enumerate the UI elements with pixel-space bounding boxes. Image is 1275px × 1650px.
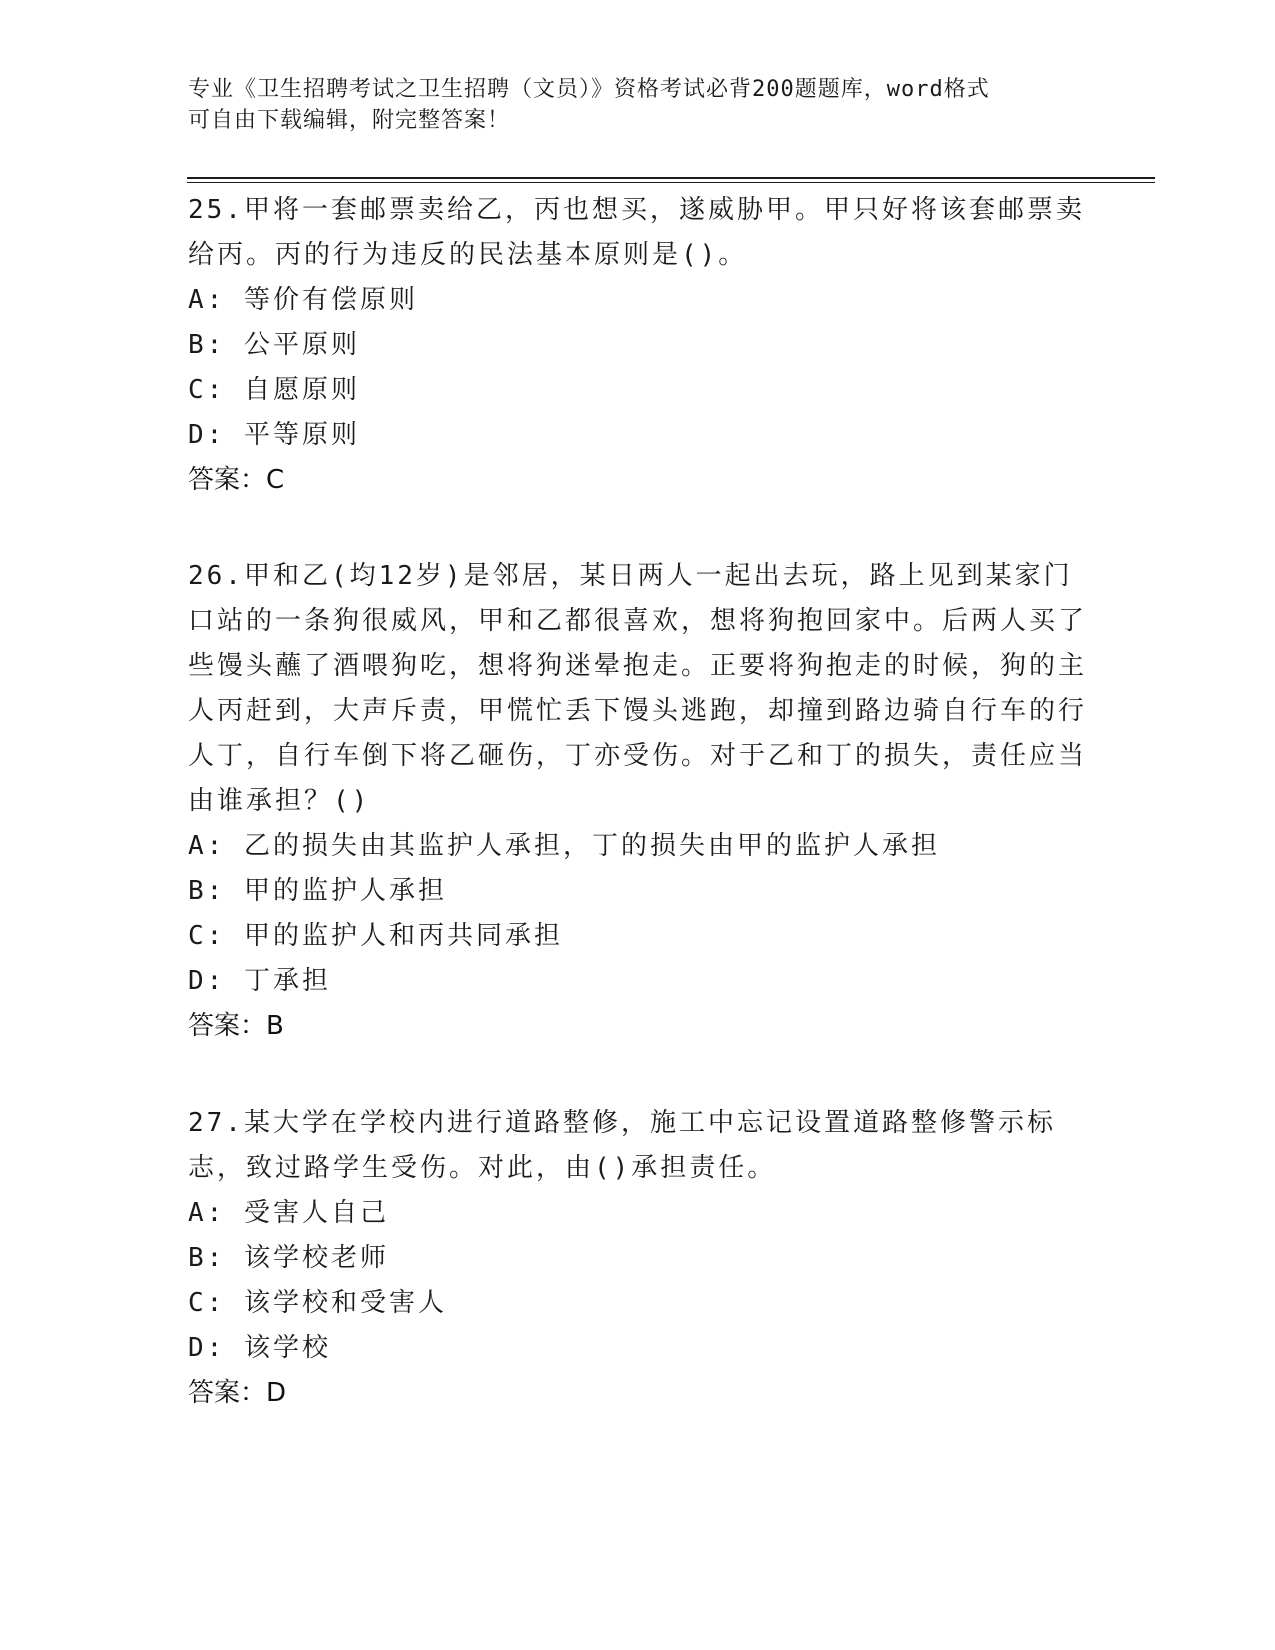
question-25 — [188, 188, 1088, 503]
question-27 — [188, 1101, 1088, 1416]
header-divider-thick — [187, 177, 1155, 179]
header-line-2: 可自由下载编辑，附完整答案！ — [188, 108, 511, 133]
answer: 答案：D — [188, 1378, 287, 1408]
option-b: B: 公平原则 — [188, 330, 360, 360]
option-a: A: 等价有偿原则 — [188, 285, 418, 315]
option-b: B: 甲的监护人承担 — [188, 876, 447, 906]
answer: 答案：B — [188, 1011, 284, 1041]
question-26 — [188, 554, 1088, 1049]
header-line-1: 专业《卫生招聘考试之卫生招聘（文员）》资格考试必背200题题库，word格式 — [188, 77, 990, 102]
option-d: D: 丁承担 — [188, 966, 331, 996]
option-b: B: 该学校老师 — [188, 1243, 389, 1273]
answer: 答案：C — [188, 465, 285, 495]
option-c: C: 该学校和受害人 — [188, 1288, 447, 1318]
document-header — [188, 74, 1068, 136]
option-a: A: 乙的损失由其监护人承担，丁的损失由甲的监护人承担 — [188, 831, 940, 861]
question-stem: 27.某大学在学校内进行道路整修，施工中忘记设置道路整修警示标志，致过路学生受伤。对此，由()承担责任。 — [188, 1108, 1056, 1183]
option-d: D: 该学校 — [188, 1333, 331, 1363]
question-stem: 25.甲将一套邮票卖给乙，丙也想买，遂威胁甲。甲只好将该套邮票卖给丙。丙的行为违反的民法基本原则是()。 — [188, 195, 1085, 270]
option-c: C: 甲的监护人和丙共同承担 — [188, 921, 563, 951]
header-divider-thin — [187, 182, 1155, 183]
option-c: C: 自愿原则 — [188, 375, 360, 405]
option-d: D: 平等原则 — [188, 420, 360, 450]
option-a: A: 受害人自己 — [188, 1198, 389, 1228]
question-stem: 26.甲和乙(均12岁)是邻居，某日两人一起出去玩，路上见到某家门口站的一条狗很威风，甲和乙都很喜欢，想将狗抱回家中。后两人买了些馒头蘸了酒喂狗吃，想将狗迷晕抱走。正要将狗抱走的时候，狗的主人丙赶到，大声斥责，甲慌忙丢下馒头逃跑，却撞到路边骑自行车的行人丁，自行车倒下将乙砸伤，丁亦受伤。对于乙和丁的损失，责任应当由谁承担？() — [188, 561, 1088, 816]
